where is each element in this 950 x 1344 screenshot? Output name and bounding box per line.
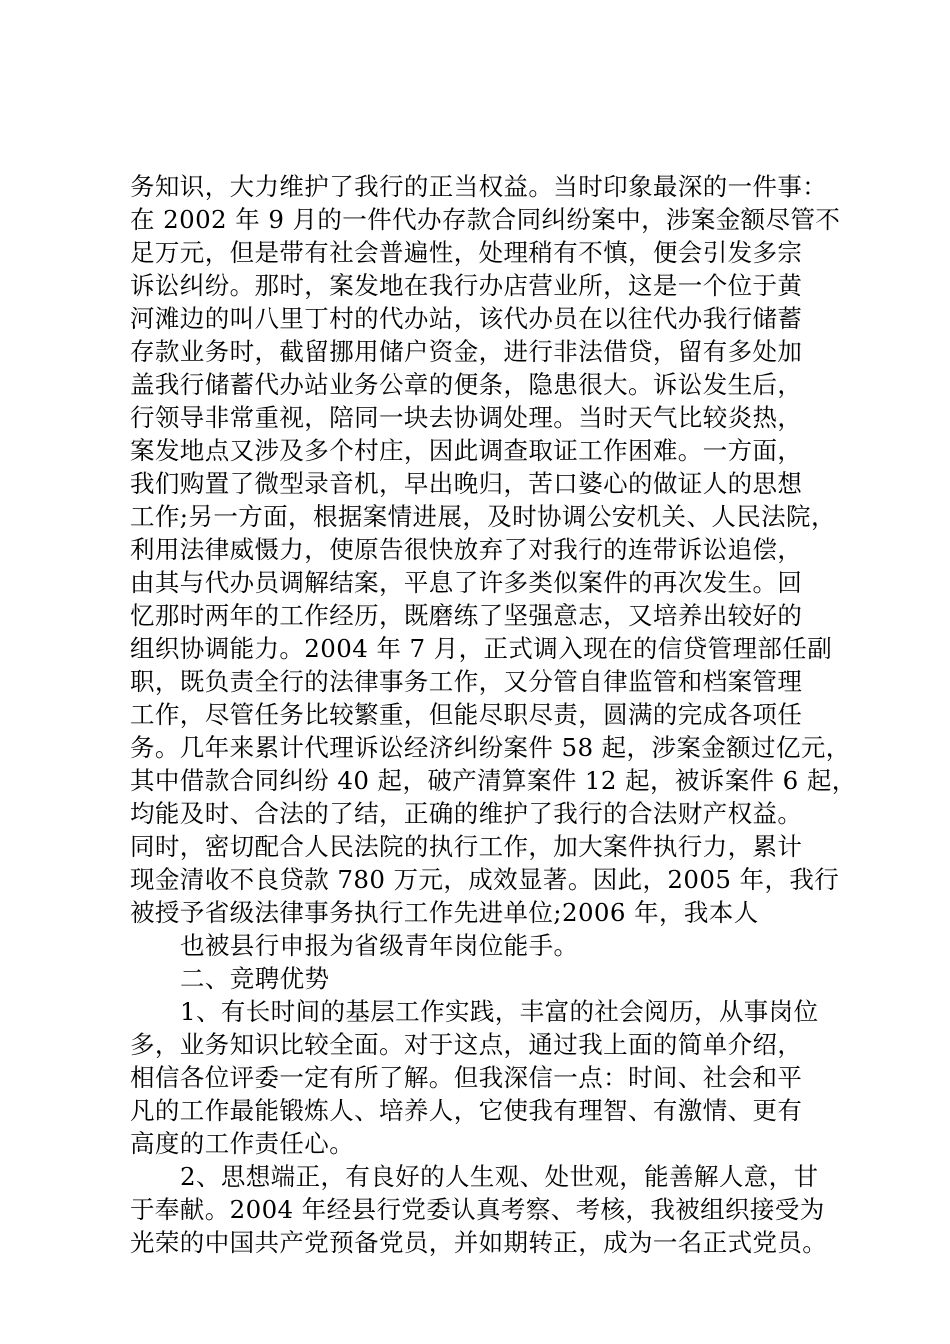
- section-heading: 二、竞聘优势: [180, 964, 330, 993]
- text-line: 其中借款合同纠纷 40 起，破产清算案件 12 起，被诉案件 6 起，: [130, 766, 857, 795]
- text-line: 职，既负责全行的法律事务工作，又分管自律监管和档案管理: [130, 667, 803, 696]
- text-line: 存款业务时，截留挪用储户资金，进行非法借贷，留有多处加: [130, 337, 803, 366]
- text-line: 高度的工作责任心。: [130, 1129, 355, 1158]
- text-line: 凡的工作最能锻炼人、培养人，它使我有理智、有激情、更有: [130, 1096, 803, 1125]
- text-line: 我们购置了微型录音机，早出晚归，苦口婆心的做证人的思想: [130, 469, 803, 498]
- text-line: 工作;另一方面，根据案情进展，及时协调公安机关、人民法院，: [130, 502, 836, 531]
- text-line: 组织协调能力。2004 年 7 月，正式调入现在的信贷管理部任副: [130, 634, 833, 663]
- text-line: 由其与代办员调解结案，平息了许多类似案件的再次发生。回: [130, 568, 803, 597]
- text-line: 利用法律威慑力，使原告很快放弃了对我行的连带诉讼追偿，: [130, 535, 803, 564]
- text-line: 行领导非常重视，陪同一块去协调处理。当时天气比较炎热，: [130, 403, 803, 432]
- text-line: 2、思想端正，有良好的人生观、处世观，能善解人意，甘: [180, 1162, 819, 1191]
- text-line: 务知识，大力维护了我行的正当权益。当时印象最深的一件事：: [130, 172, 828, 201]
- text-line: 务。几年来累计代理诉讼经济纠纷案件 58 起，涉案金额过亿元，: [130, 733, 851, 762]
- text-line: 足万元，但是带有社会普遍性，处理稍有不慎，便会引发多宗: [130, 238, 803, 267]
- text-line: 也被县行申报为省级青年岗位能手。: [180, 931, 579, 960]
- text-line: 工作，尽管任务比较繁重，但能尽职尽责，圆满的完成各项任: [130, 700, 803, 729]
- text-line: 河滩边的叫八里丁村的代办站，该代办员在以往代办我行储蓄: [130, 304, 803, 333]
- text-line: 同时，密切配合人民法院的执行工作，加大案件执行力，累计: [130, 832, 803, 861]
- text-line: 诉讼纠纷。那时，案发地在我行办店营业所，这是一个位于黄: [130, 271, 803, 300]
- text-line: 现金清收不良贷款 780 万元，成效显著。因此，2005 年，我行: [130, 865, 840, 894]
- text-line: 忆那时两年的工作经历，既磨练了坚强意志，又培养出较好的: [130, 601, 803, 630]
- text-line: 均能及时、合法的了结，正确的维护了我行的合法财产权益。: [130, 799, 803, 828]
- text-line: 光荣的中国共产党预备党员，并如期转正，成为一名正式党员。: [130, 1228, 828, 1257]
- text-line: 案发地点又涉及多个村庄，因此调查取证工作困难。一方面，: [130, 436, 803, 465]
- text-line: 盖我行储蓄代办站业务公章的便条，隐患很大。诉讼发生后，: [130, 370, 803, 399]
- text-line: 在 2002 年 9 月的一件代办存款合同纠纷案中，涉案金额尽管不: [130, 205, 841, 234]
- text-line: 被授予省级法律事务执行工作先进单位;2006 年，我本人: [130, 898, 759, 927]
- text-line: 于奉献。2004 年经县行党委认真考察、考核，我被组织接受为: [130, 1195, 825, 1224]
- text-line: 相信各位评委一定有所了解。但我深信一点：时间、社会和平: [130, 1063, 803, 1092]
- text-line: 多，业务知识比较全面。对于这点，通过我上面的简单介绍，: [130, 1030, 803, 1059]
- text-line: 1、有长时间的基层工作实践，丰富的社会阅历，从事岗位: [180, 997, 819, 1026]
